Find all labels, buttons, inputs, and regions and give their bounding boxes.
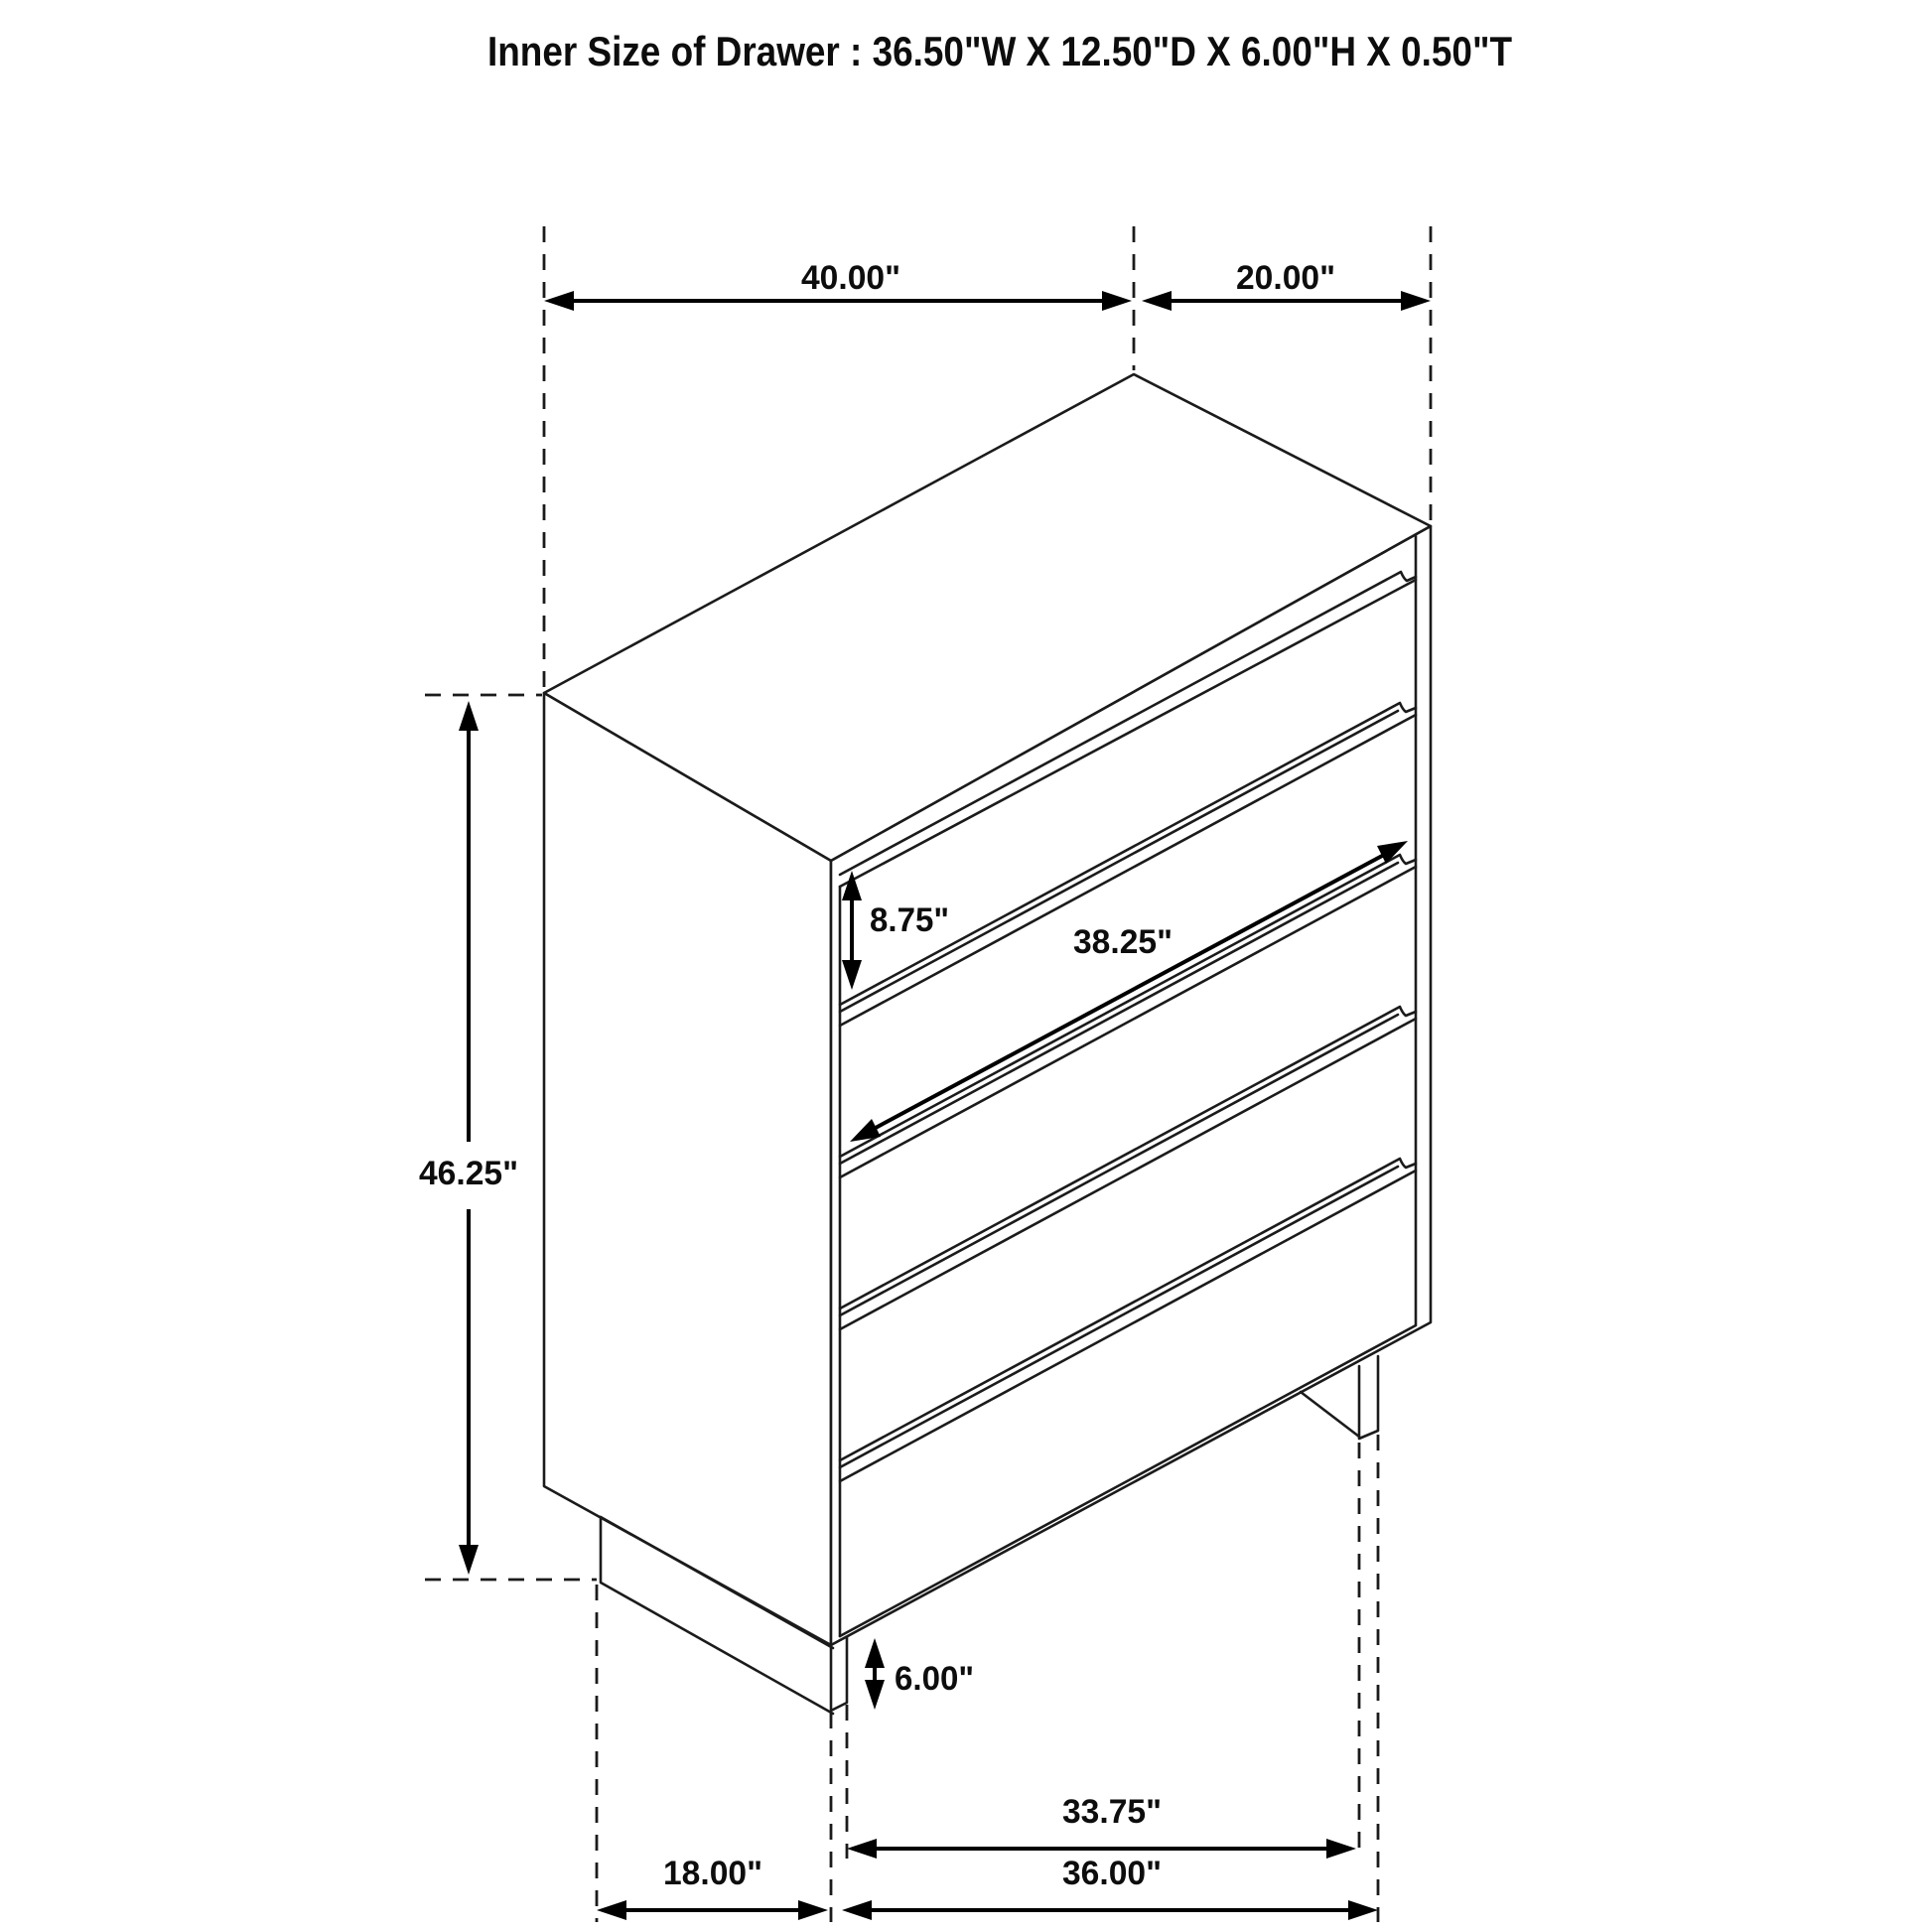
dim-label-base-depth: 18.00" (663, 1855, 762, 1892)
dim-label-top-width: 40.00" (801, 259, 900, 297)
leg-outline (1359, 1356, 1378, 1439)
dim-inner-leg-span (847, 1793, 1356, 1859)
dim-label-leg-height: 6.00" (895, 1660, 974, 1698)
cabinet-side-face (544, 693, 831, 1645)
page-title: Inner Size of Drawer : 36.50"W X 12.50"D X 6.00"H X 0.50"T (487, 28, 1513, 74)
cabinet-drawing (544, 374, 1431, 1714)
arrowhead-right-icon (1401, 291, 1431, 311)
arrowhead-left-icon (597, 1900, 626, 1920)
dim-label-inner-leg-span: 33.75" (1062, 1793, 1162, 1831)
arrowhead-left-icon (847, 1839, 877, 1859)
dim-outer-leg-span (842, 1855, 1378, 1920)
arrowhead-left-icon (1142, 291, 1172, 311)
dim-overall-height (407, 701, 530, 1575)
dim-top-depth (1142, 259, 1431, 311)
arrowhead-right-icon (798, 1900, 828, 1920)
arrowhead-left-icon (544, 291, 574, 311)
arrowhead-down-icon (865, 1680, 885, 1710)
arrowhead-left-icon (842, 1900, 872, 1920)
dim-leg-height (865, 1638, 974, 1710)
arrowhead-down-icon (459, 1545, 479, 1575)
dim-base-depth (597, 1855, 828, 1920)
leg-gusset-line (1301, 1392, 1359, 1437)
dim-label-drawer-width: 38.25" (1073, 923, 1173, 961)
dim-label-drawer-height: 8.75" (870, 901, 949, 939)
arrowhead-right-icon (1326, 1839, 1356, 1859)
dim-label-overall-height: 46.25" (419, 1155, 518, 1192)
arrowhead-right-icon (1348, 1900, 1378, 1920)
arrowhead-up-icon (865, 1638, 885, 1668)
dim-top-width (544, 259, 1132, 311)
dim-label-top-depth: 20.00" (1236, 259, 1335, 297)
arrowhead-right-icon (1102, 291, 1132, 311)
dim-label-outer-leg-span: 36.00" (1062, 1855, 1162, 1892)
arrowhead-up-icon (459, 701, 479, 731)
